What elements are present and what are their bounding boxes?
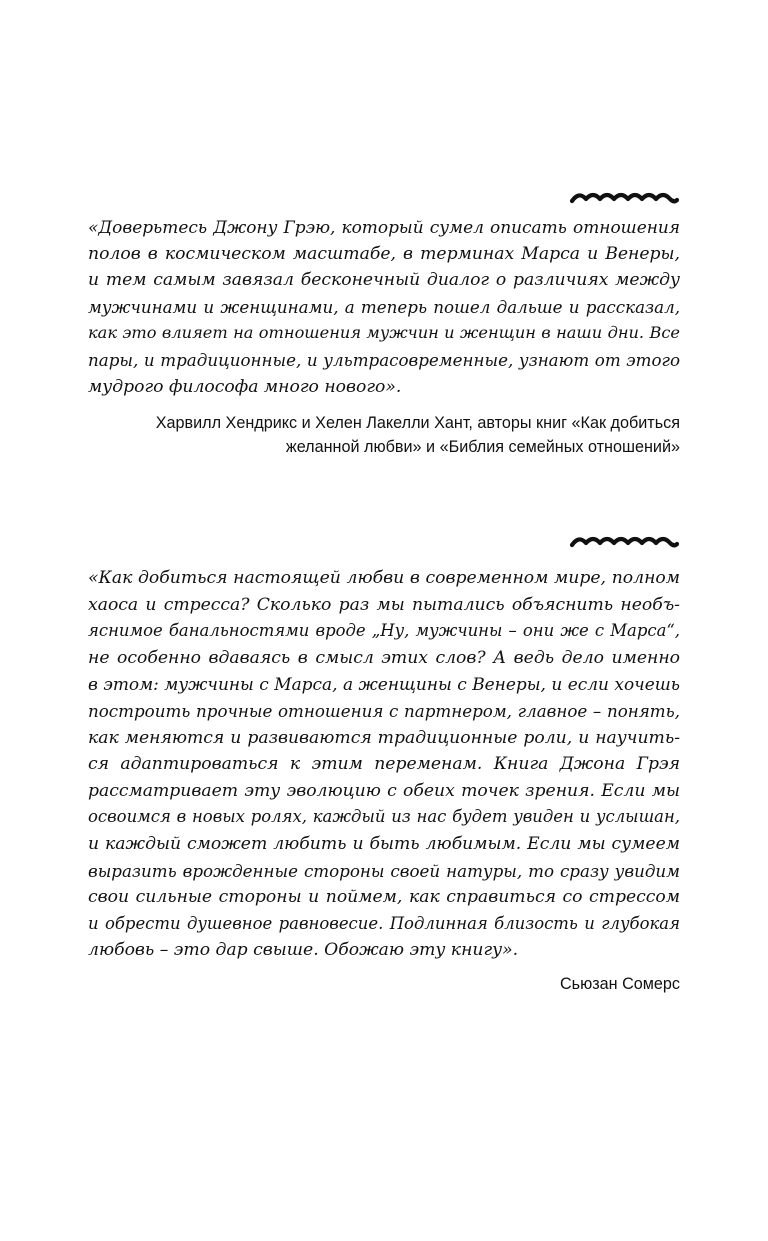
testimonial-quote-2 bbox=[88, 565, 680, 964]
quote-line: «Как добиться настоящей любви в современном мире, полном bbox=[88, 568, 680, 588]
quote-line: в этом: мужчины с Марса, а женщины с Венеры, и если хочешь bbox=[88, 674, 680, 695]
testimonial-author-1 bbox=[156, 411, 680, 459]
quote-line: и обрести душевное равновесие. Подлинная близость и глубокая bbox=[88, 913, 680, 933]
quote-line: полов в космическом масштабе, в терминах Марса и Венеры, bbox=[88, 243, 680, 264]
quote-line: яснимое банальностями вроде „Ну, мужчины – они же с Марса“, bbox=[88, 621, 680, 641]
quote-line: освоимся в новых ролях, каждый из нас будет увиден и услышан, bbox=[88, 807, 680, 827]
author-line: желанной любви» и «Библия семейных отношений» bbox=[285, 438, 680, 456]
quote-line: свои сильные стороны и поймем, как справиться со стрессом bbox=[88, 887, 680, 908]
zigzag-ornament-icon bbox=[568, 530, 680, 552]
quote-line: и тем самым завязал бесконечный диалог о различиях между bbox=[88, 270, 680, 291]
quote-line: построить прочные отношения с партнером, главное – понять, bbox=[88, 700, 680, 721]
zigzag-ornament-icon bbox=[568, 186, 680, 208]
author-line: Сьюзан Сомерс bbox=[559, 975, 680, 993]
quote-line: пары, и традиционные, и ультрасовременные, узнают от этого bbox=[88, 349, 680, 370]
author-line: Харвилл Хендрикс и Хелен Лакелли Хант, авторы книг «Как добиться bbox=[155, 414, 680, 432]
quote-line: ся адаптироваться к этим переменам. Книга Джона Грэя bbox=[88, 754, 680, 775]
quote-line: как это влияет на отношения мужчин и женщин в наши дни. Все bbox=[88, 323, 680, 343]
quote-line: мудрого философа много нового». bbox=[88, 376, 402, 397]
testimonial-author-2 bbox=[560, 972, 680, 996]
quote-line: как меняются и развиваются традиционные роли, и научить- bbox=[88, 727, 680, 748]
quote-line: «Доверьтесь Джону Грэю, который сумел описать отношения bbox=[88, 217, 680, 237]
quote-line: не особенно вдаваясь в смысл этих слов? А ведь дело именно bbox=[88, 647, 680, 668]
quote-line: любовь – это дар свыше. Обожаю эту книгу». bbox=[88, 940, 519, 961]
quote-line: хаоса и стресса? Сколько раз мы пытались объяснить необъ- bbox=[88, 594, 680, 615]
quote-line: выразить врожденные стороны своей натуры, то сразу увидим bbox=[88, 860, 680, 881]
quote-line: рассматривает эту эволюцию с обеих точек зрения. Если мы bbox=[88, 780, 680, 801]
quote-line: и каждый сможет любить и быть любимым. Если мы сумеем bbox=[88, 833, 680, 854]
testimonial-quote-1 bbox=[88, 214, 680, 400]
quote-line: мужчинами и женщинами, а теперь пошел дальше и рассказал, bbox=[88, 296, 680, 317]
